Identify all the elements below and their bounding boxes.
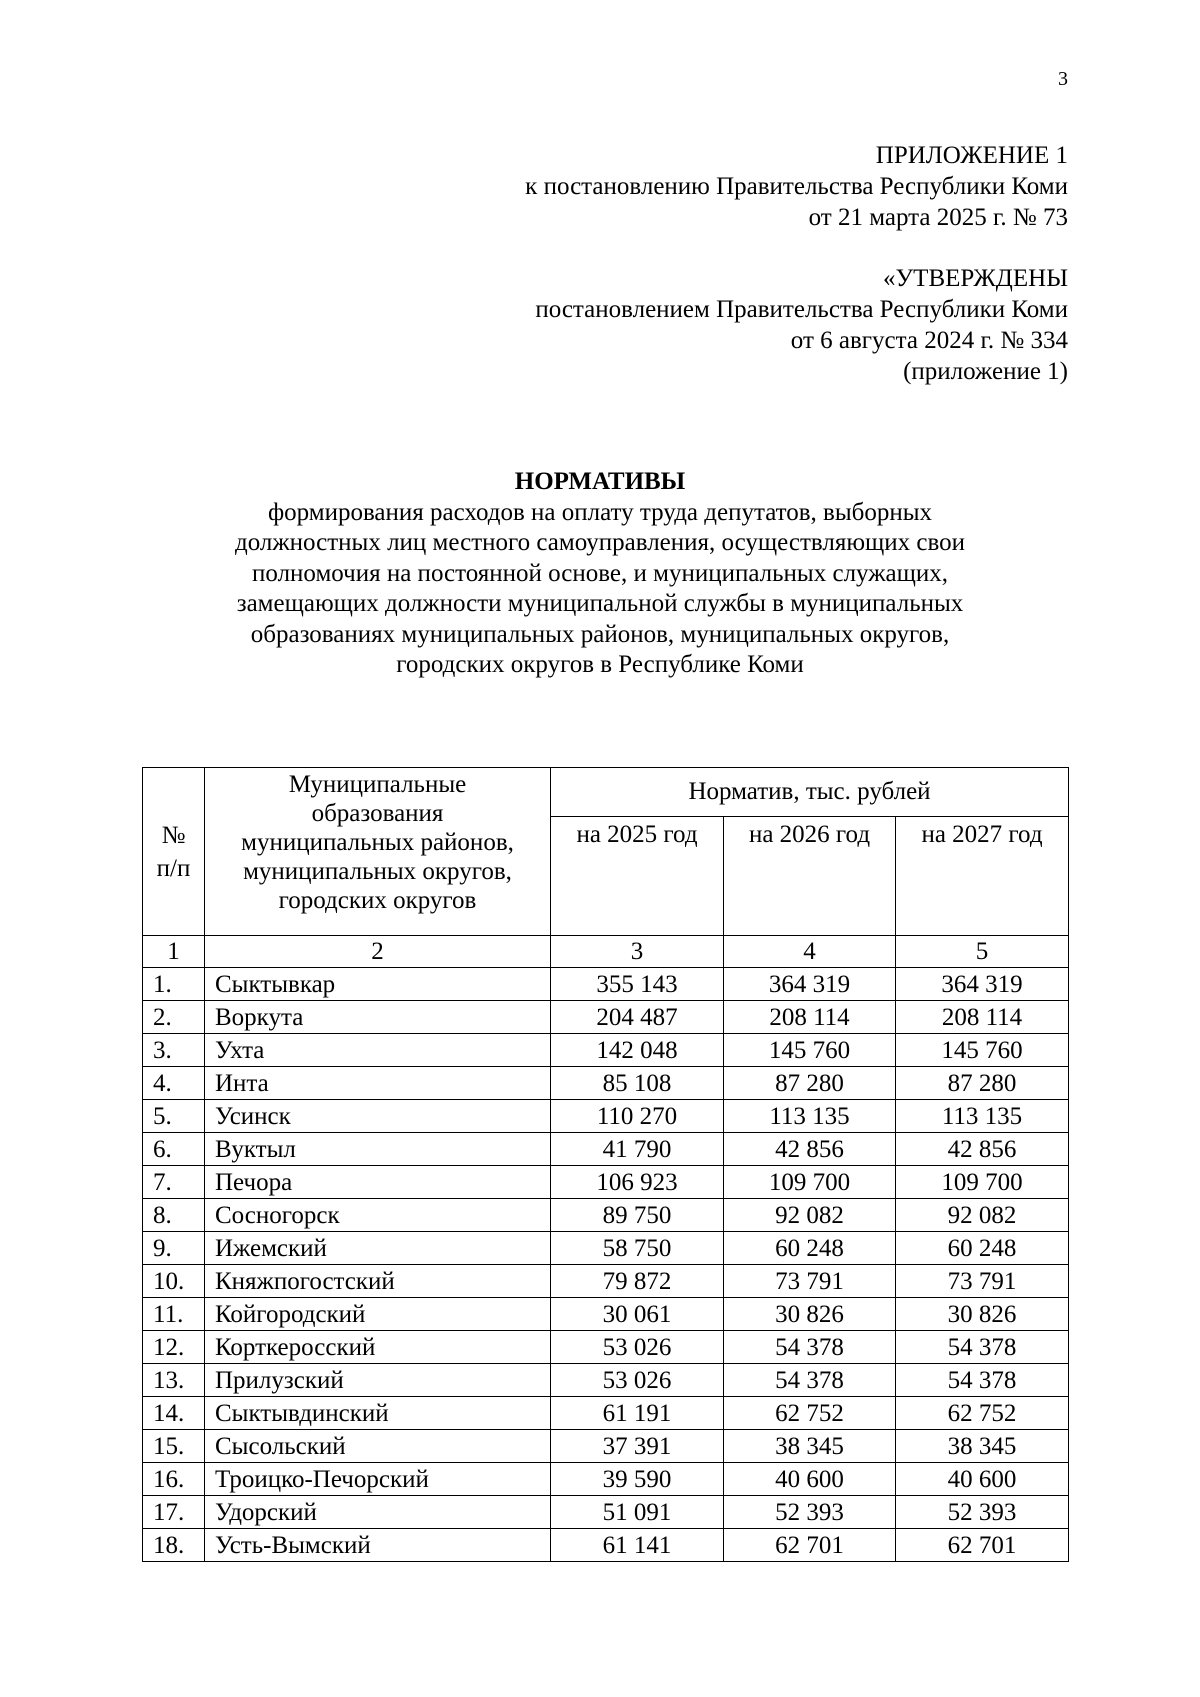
municipality-name-cell: Койгородский [205, 1298, 551, 1331]
value-2027-cell: 208 114 [896, 1001, 1069, 1034]
value-2025-cell: 106 923 [551, 1166, 724, 1199]
title-line: городских округов в Республике Коми [396, 651, 804, 678]
title-line: полномочия на постоянной основе, и муниципальных служащих, [252, 559, 948, 587]
row-number-cell: 14. [143, 1397, 205, 1430]
column-index-row [143, 936, 1069, 968]
header-num-line: п/п [156, 854, 191, 882]
value-2027-cell: 92 082 [896, 1199, 1069, 1232]
row-number-cell: 12. [143, 1331, 205, 1364]
value-2027-cell: 364 319 [896, 968, 1069, 1001]
row-number-cell: 8. [143, 1199, 205, 1232]
table-row [143, 1430, 1069, 1463]
value-2025-cell: 89 750 [551, 1199, 724, 1232]
value-2026-cell: 145 760 [724, 1034, 896, 1067]
value-2026-cell: 87 280 [724, 1067, 896, 1100]
row-number-cell: 16. [143, 1463, 205, 1496]
value-2026-cell: 40 600 [724, 1463, 896, 1496]
header-row [143, 768, 1069, 817]
header-year-2025: на 2025 год [551, 817, 724, 936]
table-row [143, 1364, 1069, 1397]
value-2025-cell: 37 391 [551, 1430, 724, 1463]
row-number-cell: 2. [143, 1001, 205, 1034]
column-index: 5 [896, 936, 1069, 968]
value-2026-cell: 208 114 [724, 1001, 896, 1034]
header-year-2027: на 2027 год [896, 817, 1069, 936]
value-2026-cell: 30 826 [724, 1298, 896, 1331]
value-2025-cell: 61 141 [551, 1529, 724, 1562]
value-2027-cell: 52 393 [896, 1496, 1069, 1529]
header-year-2026: на 2026 год [724, 817, 896, 936]
value-2026-cell: 60 248 [724, 1232, 896, 1265]
row-number-cell: 1. [143, 968, 205, 1001]
title-line: образованиях муниципальных районов, муниципальных округов, [250, 620, 950, 648]
header-num [143, 768, 205, 936]
row-number-cell: 4. [143, 1067, 205, 1100]
row-number-cell: 11. [143, 1298, 205, 1331]
municipality-name-cell: Сыктывдинский [205, 1397, 551, 1430]
value-2027-cell: 60 248 [896, 1232, 1069, 1265]
municipality-name-cell: Ухта [205, 1034, 551, 1067]
title-line: должностных лиц местного самоуправления, осуществляющих свои [234, 529, 966, 556]
appendix-line-1: к постановлению Правительства Республики Коми [525, 173, 1068, 200]
value-2027-cell: 30 826 [896, 1298, 1069, 1331]
table-row [143, 968, 1069, 1001]
value-2027-cell: 113 135 [896, 1100, 1069, 1133]
approved-line-3: (приложение 1) [903, 358, 1068, 385]
municipality-name-cell: Прилузский [205, 1364, 551, 1397]
value-2026-cell: 109 700 [724, 1166, 896, 1199]
value-2025-cell: 58 750 [551, 1232, 724, 1265]
row-number-cell: 7. [143, 1166, 205, 1199]
table-body [143, 768, 1069, 1562]
value-2025-cell: 85 108 [551, 1067, 724, 1100]
municipality-name-cell: Сыктывкар [205, 968, 551, 1001]
table-row [143, 1100, 1069, 1133]
table-row [143, 1496, 1069, 1529]
value-2027-cell: 62 701 [896, 1529, 1069, 1562]
municipality-name-cell: Корткеросский [205, 1331, 551, 1364]
table-row [143, 1067, 1069, 1100]
row-number-cell: 3. [143, 1034, 205, 1067]
table-row [143, 1133, 1069, 1166]
table-row [143, 1298, 1069, 1331]
value-2026-cell: 364 319 [724, 968, 896, 1001]
column-index: 4 [724, 936, 896, 968]
value-2027-cell: 42 856 [896, 1133, 1069, 1166]
approved-block [535, 263, 1068, 387]
header-name-line: муниципальных округов, [243, 858, 512, 885]
value-2027-cell: 54 378 [896, 1331, 1069, 1364]
value-2025-cell: 39 590 [551, 1463, 724, 1496]
row-number-cell: 9. [143, 1232, 205, 1265]
municipality-name-cell: Сысольский [205, 1430, 551, 1463]
municipality-name-cell: Княжпогостский [205, 1265, 551, 1298]
value-2026-cell: 54 378 [724, 1364, 896, 1397]
municipality-name-cell: Усинск [205, 1100, 551, 1133]
value-2025-cell: 79 872 [551, 1265, 724, 1298]
table-row [143, 1529, 1069, 1562]
row-number-cell: 18. [143, 1529, 205, 1562]
header-name-line: Муниципальные [288, 771, 467, 798]
title-line: формирования расходов на оплату труда депутатов, выборных [267, 498, 933, 526]
appendix-title: ПРИЛОЖЕНИЕ 1 [875, 142, 1068, 169]
value-2027-cell: 87 280 [896, 1067, 1069, 1100]
value-2025-cell: 142 048 [551, 1034, 724, 1067]
table-row [143, 1166, 1069, 1199]
header-norm: Норматив, тыс. рублей [551, 768, 1069, 817]
row-number-cell: 10. [143, 1265, 205, 1298]
table-row [143, 1199, 1069, 1232]
column-index: 2 [205, 936, 551, 968]
value-2025-cell: 61 191 [551, 1397, 724, 1430]
row-number-cell: 6. [143, 1133, 205, 1166]
page-number: 3 [1058, 68, 1068, 90]
value-2026-cell: 54 378 [724, 1331, 896, 1364]
column-index: 1 [143, 936, 205, 968]
header-name [205, 768, 551, 936]
value-2025-cell: 41 790 [551, 1133, 724, 1166]
value-2025-cell: 51 091 [551, 1496, 724, 1529]
value-2026-cell: 38 345 [724, 1430, 896, 1463]
municipality-name-cell: Удорский [205, 1496, 551, 1529]
value-2026-cell: 62 752 [724, 1397, 896, 1430]
document-title [130, 467, 1070, 681]
value-2026-cell: 42 856 [724, 1133, 896, 1166]
value-2027-cell: 38 345 [896, 1430, 1069, 1463]
value-2026-cell: 113 135 [724, 1100, 896, 1133]
municipality-name-cell: Воркута [205, 1001, 551, 1034]
row-number-cell: 5. [143, 1100, 205, 1133]
norms-table [142, 767, 1069, 1562]
header-name-line: городских округов [278, 887, 477, 914]
appendix-line-2: от 21 марта 2025 г. № 73 [808, 204, 1068, 231]
value-2027-cell: 73 791 [896, 1265, 1069, 1298]
value-2025-cell: 53 026 [551, 1331, 724, 1364]
table-row [143, 1001, 1069, 1034]
value-2025-cell: 110 270 [551, 1100, 724, 1133]
approved-line-2: от 6 августа 2024 г. № 334 [790, 327, 1068, 354]
row-number-cell: 17. [143, 1496, 205, 1529]
municipality-name-cell: Вуктыл [205, 1133, 551, 1166]
approved-line-1: постановлением Правительства Республики Коми [535, 296, 1068, 323]
table-row [143, 1265, 1069, 1298]
row-number-cell: 13. [143, 1364, 205, 1397]
value-2027-cell: 54 378 [896, 1364, 1069, 1397]
table-row [143, 1331, 1069, 1364]
value-2025-cell: 355 143 [551, 968, 724, 1001]
value-2025-cell: 204 487 [551, 1001, 724, 1034]
title-line: замещающих должности муниципальной службы в муниципальных [236, 590, 964, 617]
municipality-name-cell: Сосногорск [205, 1199, 551, 1232]
value-2025-cell: 30 061 [551, 1298, 724, 1331]
value-2027-cell: 40 600 [896, 1463, 1069, 1496]
document-heading: НОРМАТИВЫ [514, 468, 686, 495]
header-num-line: № [161, 821, 186, 849]
table-row [143, 1463, 1069, 1496]
header-name-line: образования [311, 800, 444, 827]
municipality-name-cell: Инта [205, 1067, 551, 1100]
value-2026-cell: 52 393 [724, 1496, 896, 1529]
table-row [143, 1397, 1069, 1430]
table-row [143, 1232, 1069, 1265]
appendix-block [525, 140, 1068, 233]
municipality-name-cell: Ижемский [205, 1232, 551, 1265]
approved-title: «УТВЕРЖДЕНЫ [882, 265, 1068, 292]
municipality-name-cell: Печора [205, 1166, 551, 1199]
value-2027-cell: 109 700 [896, 1166, 1069, 1199]
table-row [143, 1034, 1069, 1067]
value-2027-cell: 145 760 [896, 1034, 1069, 1067]
column-index: 3 [551, 936, 724, 968]
value-2026-cell: 92 082 [724, 1199, 896, 1232]
header-name-line: муниципальных районов, [241, 829, 514, 856]
municipality-name-cell: Усть-Вымский [205, 1529, 551, 1562]
value-2027-cell: 62 752 [896, 1397, 1069, 1430]
value-2026-cell: 73 791 [724, 1265, 896, 1298]
value-2025-cell: 53 026 [551, 1364, 724, 1397]
municipality-name-cell: Троицко-Печорский [205, 1463, 551, 1496]
value-2026-cell: 62 701 [724, 1529, 896, 1562]
row-number-cell: 15. [143, 1430, 205, 1463]
